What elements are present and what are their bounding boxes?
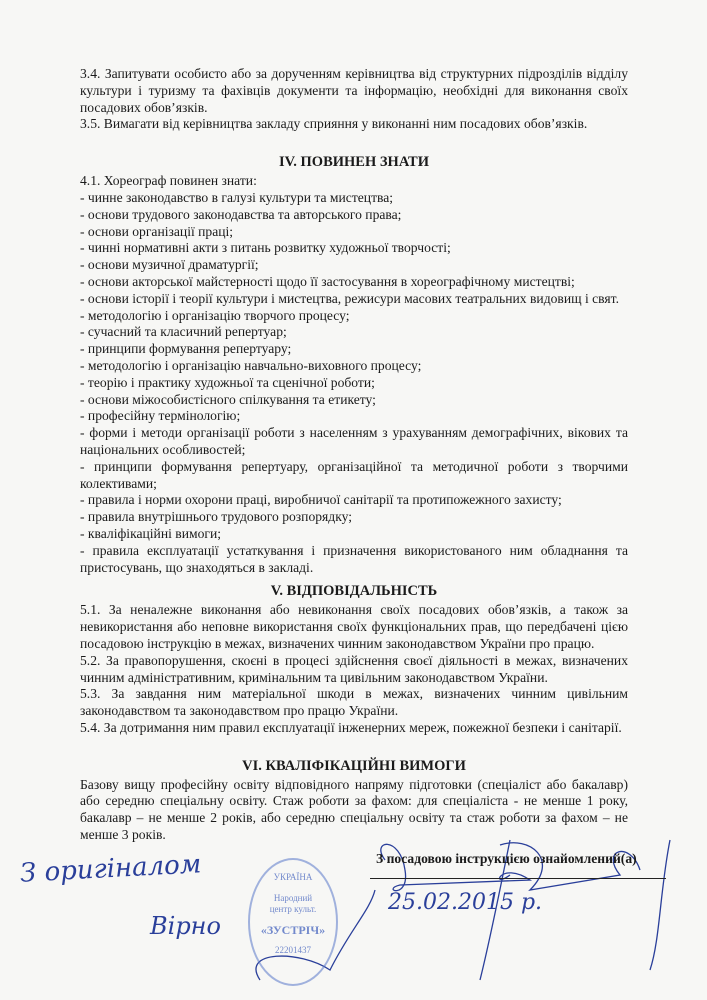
list-item: - сучасний та класичний репертуар; bbox=[80, 324, 287, 340]
acknowledgement-label: З посадовою інструкцією ознайомлений(а) bbox=[376, 850, 637, 866]
list-item: 4.1. Хореограф повинен знати: bbox=[80, 173, 257, 189]
clause: 5.4. За дотримання ним правил експлуатації інженерних мереж, пожежної безпеки і санітарії. bbox=[80, 719, 622, 735]
list-item: - основи історії і теорії культури і мистецтва, режисури масових театральних видовищ і свят. bbox=[80, 290, 619, 306]
section-4-title: IV. ПОВИНЕН ЗНАТИ bbox=[279, 154, 429, 171]
organization-stamp bbox=[248, 858, 338, 986]
list-item: - теорію і практику художньої та сценічної роботи; bbox=[80, 374, 375, 390]
list-item: - чинні нормативні акти з питань розвитку художньої творчості; bbox=[80, 240, 451, 256]
list-item: - методологію і організацію навчально-виховного процесу; bbox=[80, 357, 422, 373]
stamp-code: 22201437 bbox=[275, 944, 311, 955]
list-item: - чинне законодавство в галузі культури та мистецтва; bbox=[80, 189, 394, 205]
section-5-list bbox=[80, 602, 628, 736]
handwritten-certified: З оригіналом bbox=[19, 849, 203, 889]
list-item: - основи міжособистісного спілкування та етикету; bbox=[80, 391, 376, 407]
list-item: - основи організації праці; bbox=[80, 223, 234, 239]
clause-3-4: 3.4. Запитувати особисто або за дорученням керівництва від структурних підрозділів відділу культури і туризму та фахівців документи та інформацію, необхідні для виконання своїх посадових обов’язків. bbox=[80, 66, 628, 115]
list-item: - основи музичної драматургії; bbox=[80, 257, 259, 273]
document-page bbox=[19, 66, 637, 990]
list-item: - правила експлуатації устаткування і призначення використованого ним обладнання та пристосувань, що знаходяться в закладі. bbox=[80, 542, 628, 575]
stamp-name: «ЗУСТРІЧ» bbox=[260, 922, 326, 937]
section-6-title: VI. КВАЛІФІКАЦІЙНІ ВИМОГИ bbox=[242, 757, 466, 774]
signature-block bbox=[19, 849, 637, 990]
stamp-country: УКРАЇНА bbox=[273, 871, 313, 882]
handwritten-correct: Вірно bbox=[150, 911, 221, 940]
list-item: - принципи формування репертуару; bbox=[80, 341, 292, 357]
list-item: - форми і методи організації роботи з населенням з урахуванням демографічних, вікових та національних особливостей; bbox=[80, 425, 628, 457]
clause: 5.1. За неналежне виконання або невиконання своїх посадових обов’язків, а також за невикористання або неповне використання своїх функціональних прав, що передбачені цією посадовою інструкцію в межах, визначених чинним законодавством України про працю. bbox=[80, 602, 628, 651]
list-item: - правила внутрішнього трудового розпорядку; bbox=[80, 509, 353, 525]
list-item: - методологію і організацію творчого процесу; bbox=[80, 307, 350, 323]
stamp-line2: центр культ. bbox=[269, 903, 317, 914]
list-item: - принципи формування репертуару, організаційної та методичної роботи з творчими колективами; bbox=[80, 458, 628, 491]
list-item: - основи акторської майстерності щодо її застосування в хореографічному мистецтві; bbox=[80, 273, 575, 289]
list-item: - кваліфікаційні вимоги; bbox=[80, 525, 221, 541]
stamp-line1: Народний bbox=[273, 892, 313, 903]
clause: 5.3. За завдання ним матеріальної шкоди в межах, визначених чинним цивільним законодавством та законодавством про працю України. bbox=[80, 686, 628, 719]
clause: 5.2. За правопорушення, скоєні в процесі здійснення своєї діяльності в межах, визначених чинним адміністративним, кримінальним та цивільним законодавством України. bbox=[80, 652, 628, 685]
list-item: - професійну термінологію; bbox=[80, 408, 241, 424]
handwritten-date: 25.02.2015 р. bbox=[388, 889, 543, 915]
list-item: - основи трудового законодавства та авторського права; bbox=[80, 206, 402, 222]
section-4-list bbox=[80, 173, 628, 576]
section-6-text: Базову вищу професійну освіту відповідного напряму підготовки (спеціаліст або бакалавр) або середню спеціальну освіту. Стаж роботи за фахом: для спеціаліста - не менше 1 року, бакалавр – не менше 2 років, або середню спеціальну освіту та стаж роботи за фахом – не менше 3 років. bbox=[80, 776, 628, 843]
signature-line bbox=[370, 878, 666, 879]
section-5-title: V. ВІДПОВІДАЛЬНІСТЬ bbox=[270, 583, 438, 600]
clause-3-5: 3.5. Вимагати від керівництва закладу сприяння у виконанні ним посадових обов’язків. bbox=[80, 116, 588, 132]
list-item: - правила і норми охорони праці, виробничої санітарії та протипожежного захисту; bbox=[80, 492, 562, 508]
